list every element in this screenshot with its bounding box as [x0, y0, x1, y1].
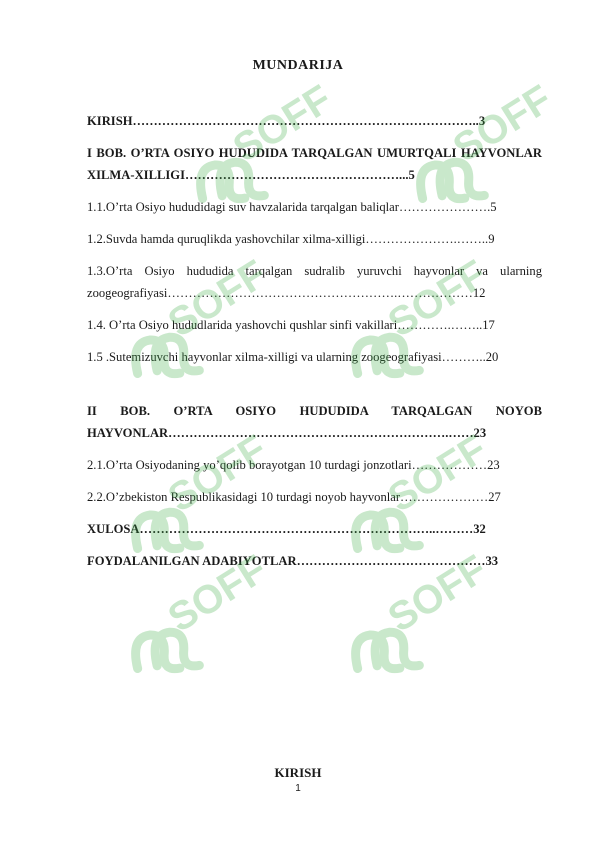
- section-heading: KIRISH: [274, 765, 322, 780]
- page-title: MUNDARIJA: [252, 58, 344, 73]
- toc-entry: 2.2.O’zbekiston Respublikasidagi 10 turdagi noyob hayvonlar…………………27: [87, 490, 501, 504]
- svg-text:SOFF: SOFF: [380, 426, 495, 521]
- toc-entry: 1.4. O’rta Osiyo hududlarida yashovchi qushlar sinfi vakillari………….……..17: [87, 318, 495, 332]
- svg-text:SOFF: SOFF: [160, 251, 275, 346]
- svg-text:SOFF: SOFF: [380, 251, 495, 346]
- svg-text:SOFF: SOFF: [225, 76, 340, 171]
- toc-entry: 2.1.O’rta Osiyodaning yo’qolib borayotgan 10 turdagi jonzotlari………………23: [87, 458, 500, 472]
- toc-entry: XULOSA……………………………………………………………..………32: [87, 522, 486, 536]
- toc-entry: KIRISH………………………………………………………………………..3: [87, 114, 486, 128]
- toc-entry: 1.1.O’rta Osiyo hududidagi suv havzalarida tarqalgan baliqlar………………….5: [87, 200, 497, 214]
- page-number: 1: [295, 783, 301, 794]
- svg-text:SOFF: SOFF: [160, 546, 275, 641]
- toc-spacer: [87, 378, 542, 400]
- toc-entry: I BOB. O’RTA OSIYO HUDUDIDA TARQALGAN UMURTQALI HAYVONLAR XILMA-XILLIGI……………………………………………...5: [87, 146, 542, 182]
- svg-text:SOFF: SOFF: [445, 76, 560, 171]
- toc-entry: FOYDALANILGAN ADABIYOTLAR………………………………………33: [87, 554, 499, 568]
- toc-entry: 1.5 .Sutemizuvchi hayvonlar xilma-xilligi va ularning zoogeografiyasi………..20: [87, 350, 499, 364]
- toc-entry: II BOB. O’RTA OSIYO HUDUDIDA TARQALGAN NOYOB HAYVONLAR………………………………………………………….……23: [87, 404, 542, 440]
- svg-text:SOFF: SOFF: [160, 426, 275, 521]
- table-of-contents: [87, 110, 542, 582]
- toc-entry: 1.2.Suvda hamda quruqlikda yashovchilar xilma-xilligi………………….……..9: [87, 232, 495, 246]
- svg-text:SOFF: SOFF: [380, 546, 495, 641]
- toc-entry: 1.3.O’rta Osiyo hududida tarqalgan sudralib yuruvchi hayvonlar va ularning zoogeografiyasi……………………………………………….………………12: [87, 264, 542, 300]
